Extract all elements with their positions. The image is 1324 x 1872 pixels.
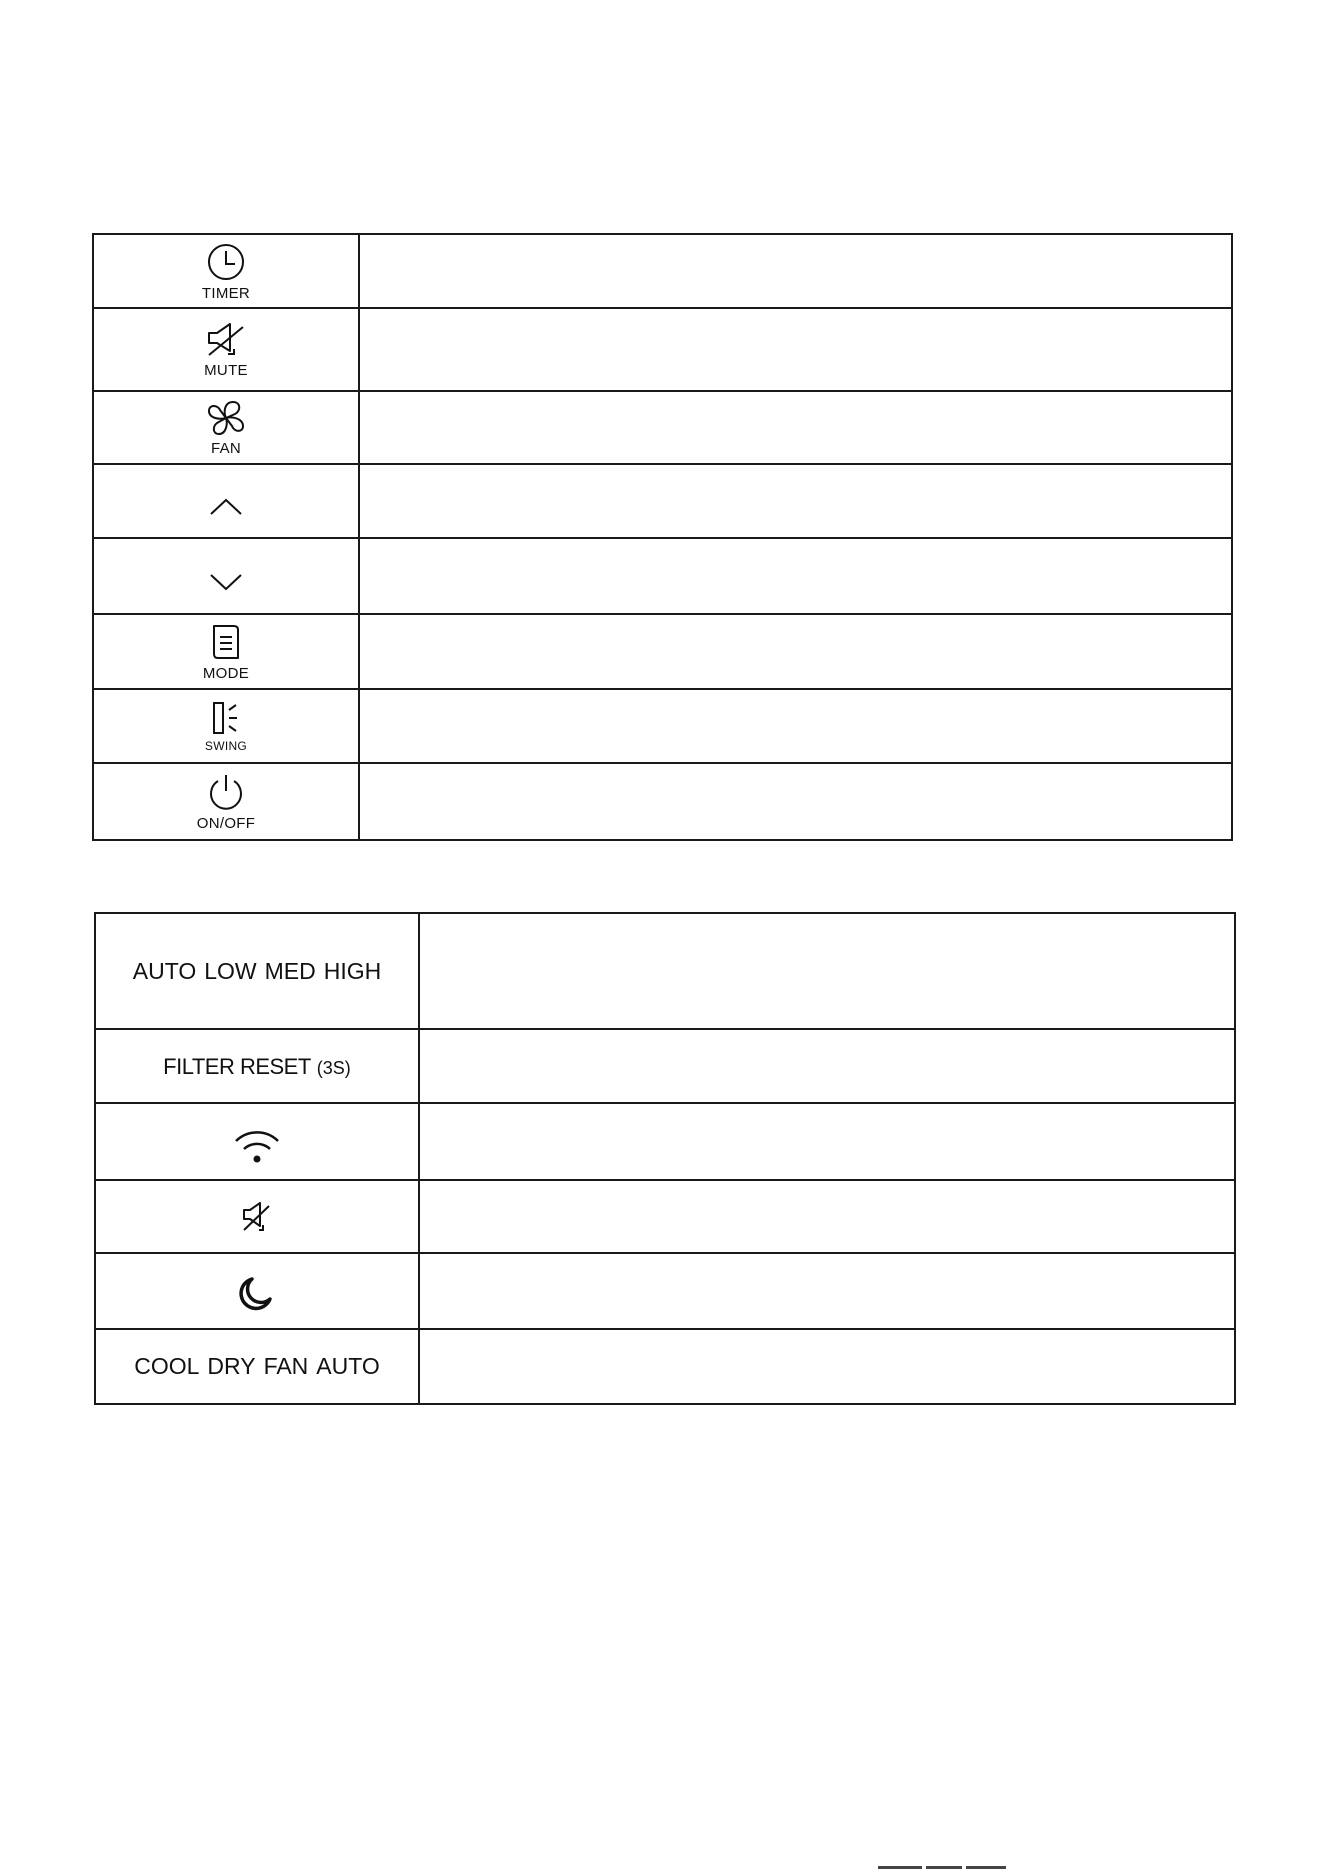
symbol-cell <box>93 391 359 464</box>
symbol-cell <box>95 1180 419 1253</box>
symbol-cell <box>95 1103 419 1180</box>
symbol-cell <box>95 1253 419 1329</box>
description-cell <box>359 464 1232 538</box>
table-row <box>93 234 1232 308</box>
description-cell <box>359 391 1232 464</box>
indicator-high: HIGH <box>323 957 382 984</box>
symbol-cell <box>95 1329 419 1404</box>
description-cell <box>359 234 1232 308</box>
table-row <box>93 538 1232 614</box>
description-cell <box>419 1103 1235 1180</box>
button-label: FAN <box>210 440 242 457</box>
table-row <box>93 614 1232 689</box>
filter-reset-indicator <box>159 1055 355 1078</box>
symbol-cell <box>95 913 419 1029</box>
table-row <box>95 1253 1235 1329</box>
button-label: SWING <box>204 739 248 753</box>
table-row <box>93 763 1232 840</box>
button-label: ON/OFF <box>196 815 256 832</box>
table-row <box>93 391 1232 464</box>
symbol-cell <box>93 689 359 763</box>
page-edge-mark <box>878 1866 1010 1872</box>
description-cell <box>359 308 1232 391</box>
symbol-cell <box>93 614 359 689</box>
description-cell <box>419 1029 1235 1103</box>
table-row <box>95 1029 1235 1103</box>
filter-reset-label: FILTER RESET <box>163 1053 311 1079</box>
display-indicators-table <box>94 912 1236 1405</box>
indicator-auto: AUTO <box>132 957 197 984</box>
description-cell <box>419 913 1235 1029</box>
indicator-cool: COOL <box>134 1353 200 1379</box>
symbol-cell <box>95 1029 419 1103</box>
symbol-cell <box>93 464 359 538</box>
mode-indicators <box>130 1355 384 1378</box>
table-row <box>95 1180 1235 1253</box>
description-cell <box>359 614 1232 689</box>
button-label: MODE <box>202 665 250 682</box>
symbol-cell <box>93 763 359 840</box>
indicator-fan: FAN <box>263 1353 309 1379</box>
description-cell <box>359 763 1232 840</box>
description-cell <box>359 689 1232 763</box>
table-row <box>95 1329 1235 1404</box>
fan-icon <box>201 399 251 437</box>
table-row <box>93 308 1232 391</box>
table-row <box>93 464 1232 538</box>
symbol-cell <box>93 234 359 308</box>
swing-icon <box>209 700 243 736</box>
moon-icon <box>237 1269 277 1313</box>
filter-reset-duration: (3S) <box>316 1057 351 1078</box>
control-buttons-table <box>92 233 1233 841</box>
mode-icon <box>209 622 243 662</box>
mute-icon <box>203 321 249 359</box>
description-cell <box>419 1180 1235 1253</box>
wifi-icon <box>232 1119 282 1165</box>
indicator-med: MED <box>264 957 316 984</box>
table-row <box>93 689 1232 763</box>
table-row <box>95 913 1235 1029</box>
mute-icon <box>240 1200 274 1234</box>
table-row <box>95 1103 1235 1180</box>
indicator-auto: AUTO <box>316 1353 380 1379</box>
description-cell <box>419 1253 1235 1329</box>
fan-speed-indicators <box>129 957 386 984</box>
chevron-down-icon <box>208 555 244 593</box>
indicator-low: LOW <box>204 957 257 984</box>
chevron-up-icon <box>208 480 244 518</box>
description-cell <box>359 538 1232 614</box>
clock-icon <box>206 242 246 282</box>
indicator-dry: DRY <box>207 1353 256 1379</box>
symbol-cell <box>93 308 359 391</box>
power-icon <box>205 772 247 812</box>
button-label: MUTE <box>204 362 248 379</box>
symbol-cell <box>93 538 359 614</box>
description-cell <box>419 1329 1235 1404</box>
button-label: TIMER <box>201 284 251 302</box>
